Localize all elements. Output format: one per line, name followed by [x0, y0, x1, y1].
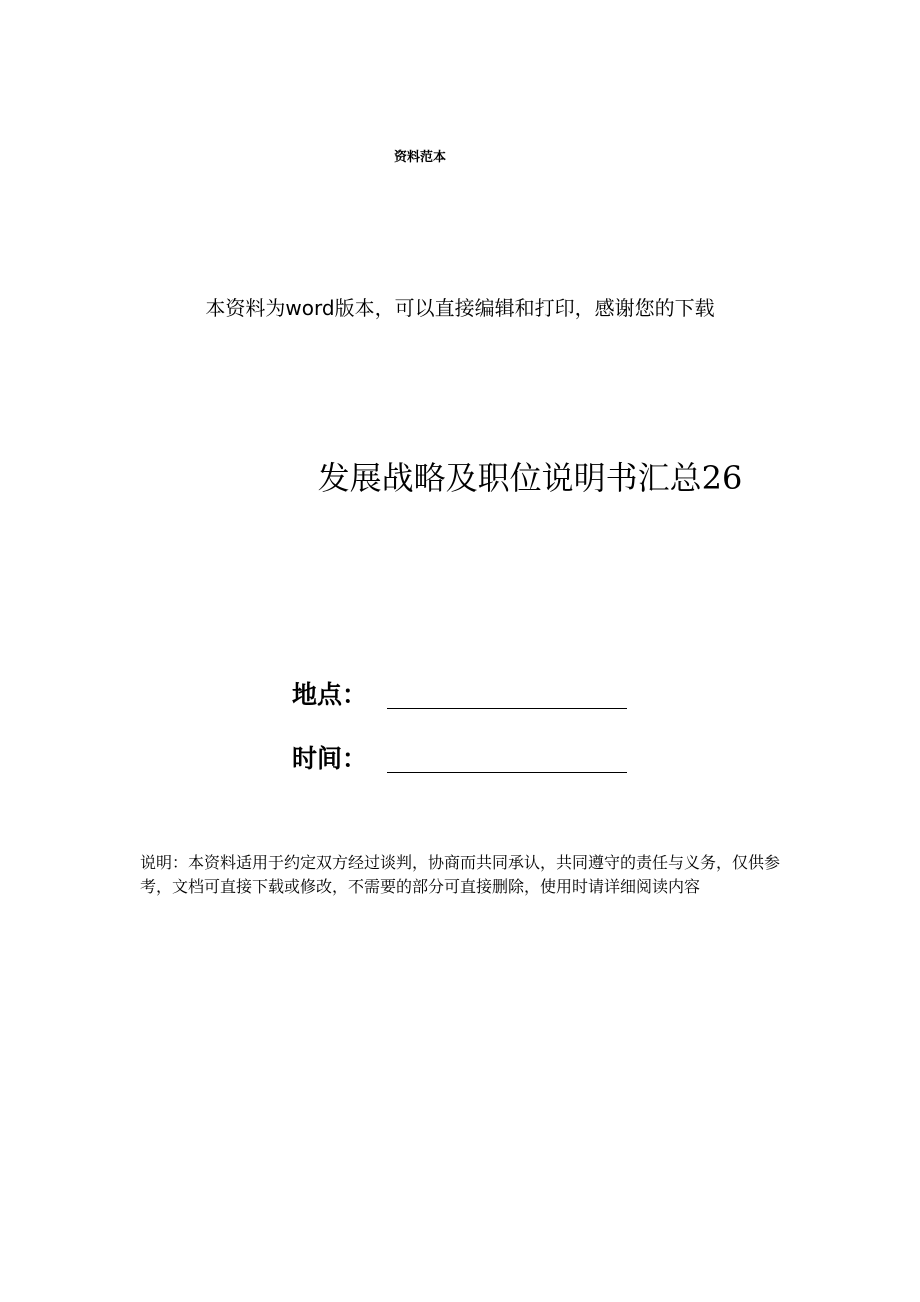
location-field [292, 676, 627, 712]
header-label: 资料范本 [393, 150, 446, 165]
time-label: 时间： [292, 744, 368, 773]
time-blank-line [387, 772, 627, 773]
download-notice: 本资料为word版本，可以直接编辑和打印，感谢您的下载 [205, 296, 715, 320]
location-blank-line [387, 708, 627, 709]
time-field [292, 740, 627, 776]
location-label: 地点： [292, 680, 368, 709]
disclaimer-text: 说明：本资料适用于约定双方经过谈判，协商而共同承认，共同遵守的责任与义务，仅供参考，文档可直接下载或修改，不需要的部分可直接删除，使用时请详细阅读内容 [140, 853, 781, 896]
document-title: 发展战略及职位说明书汇总26 [317, 459, 743, 497]
